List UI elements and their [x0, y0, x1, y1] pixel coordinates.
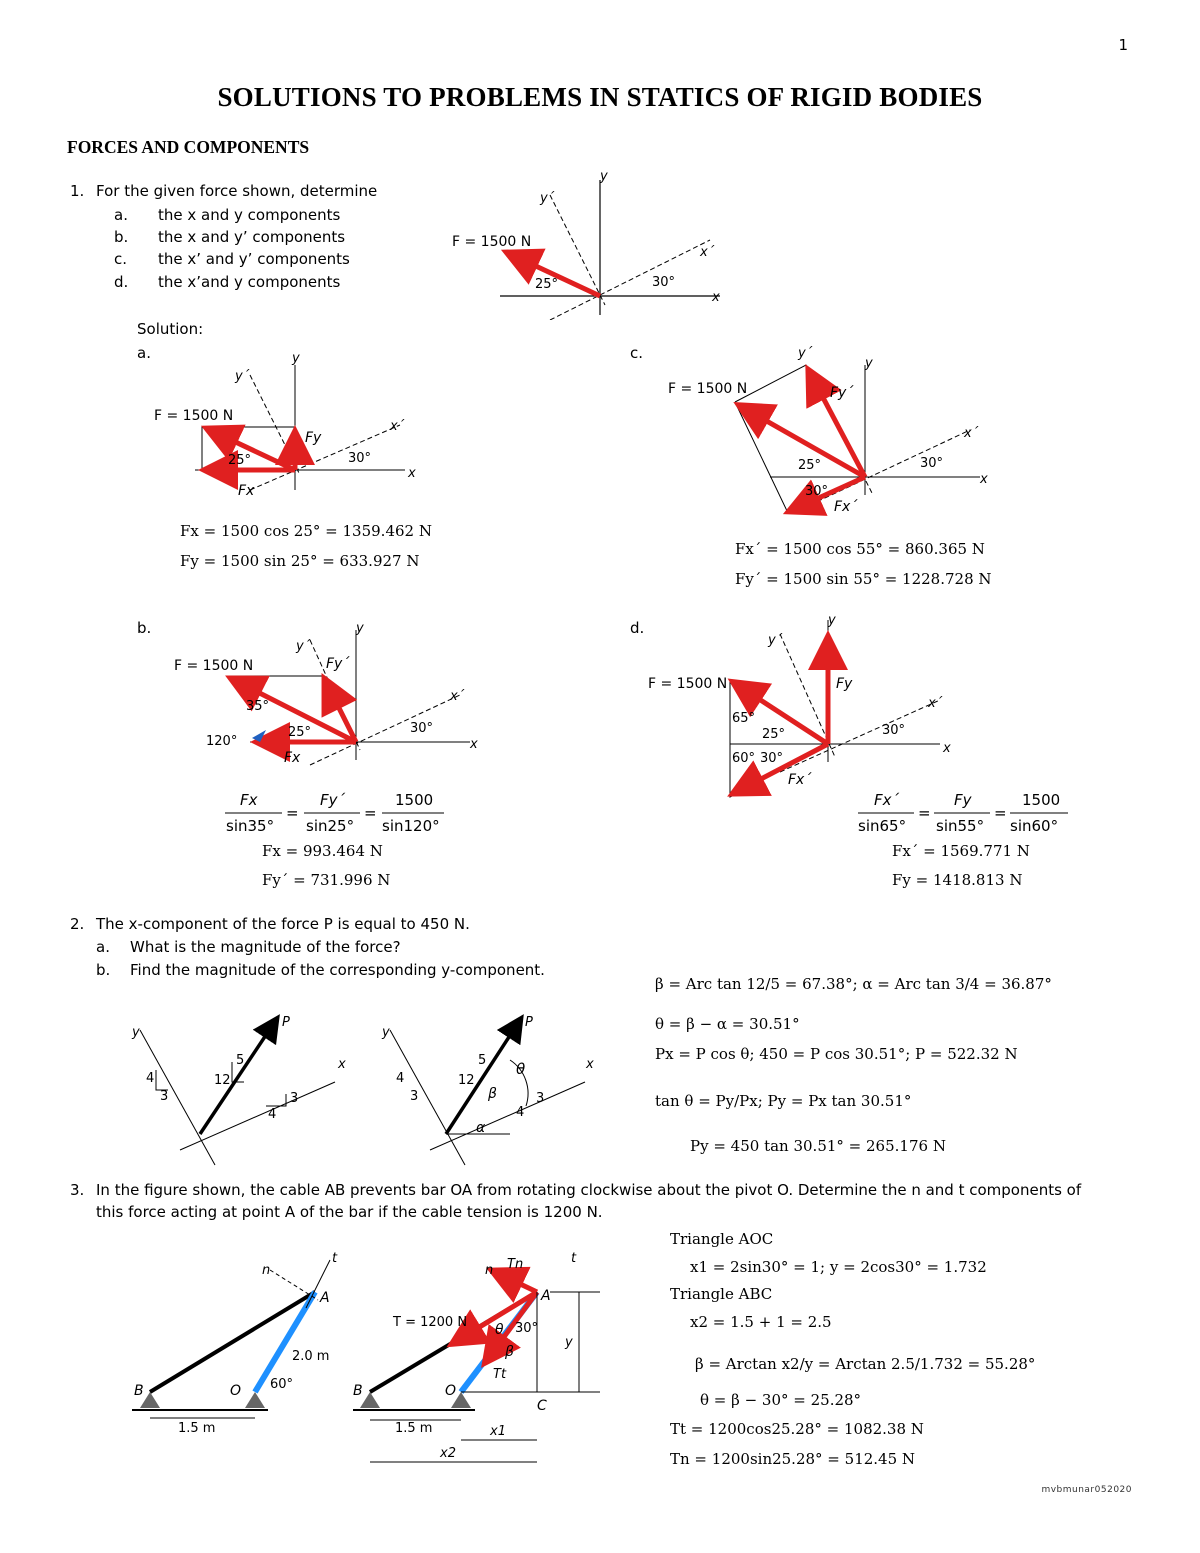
problem-3-statement-line2: this force acting at point A of the bar if the cable tension is 1200 N.: [96, 1203, 603, 1221]
problem-1-part-d: d. the x’and y components: [114, 273, 341, 291]
svg-text:1500: 1500: [395, 791, 434, 809]
svg-text:y: y: [565, 1335, 573, 1350]
svg-text:Fy´: Fy´: [320, 791, 346, 809]
svg-text:Fx´: Fx´: [788, 772, 812, 788]
svg-text:30°: 30°: [760, 751, 784, 766]
svg-text:30°: 30°: [410, 721, 434, 736]
svg-text:5: 5: [478, 1053, 487, 1068]
svg-text:y: y: [828, 613, 836, 628]
svg-text:x: x: [408, 466, 416, 481]
svg-text:2.0 m: 2.0 m: [292, 1349, 330, 1364]
svg-text:α: α: [476, 1120, 486, 1136]
svg-text:Fy´: Fy´: [326, 656, 350, 672]
svg-text:F = 1500 N: F = 1500 N: [174, 658, 254, 674]
section-heading: FORCES AND COMPONENTS: [67, 137, 310, 157]
svg-text:x: x: [980, 472, 988, 487]
part-a-eq2: Fy = 1500 sin 25° = 633.927 N: [180, 552, 420, 570]
svg-text:Fy: Fy: [305, 430, 322, 446]
triangle-aoc-label: Triangle AOC: [670, 1230, 774, 1248]
svg-text:β: β: [505, 1344, 514, 1360]
svg-text:x: x: [338, 1057, 346, 1072]
svg-text:=: =: [364, 804, 377, 822]
problem-2-figure-right: [370, 1010, 620, 1170]
part-d-eq1: Fx´ = 1569.771 N: [892, 842, 1030, 860]
svg-text:x: x: [470, 737, 478, 752]
triangle-abc-label: Triangle ABC: [670, 1285, 773, 1303]
problem-1-part-a: a. the x and y components: [114, 206, 341, 224]
problem-2-part-a: a. What is the magnitude of the force?: [96, 938, 401, 956]
problem-3-figure-right: [345, 1250, 615, 1480]
svg-text:x´: x´: [700, 245, 715, 260]
part-c-eq2: Fy´ = 1500 sin 55° = 1228.728 N: [735, 570, 992, 588]
svg-text:sin60°: sin60°: [1010, 817, 1059, 835]
svg-text:n: n: [262, 1263, 271, 1278]
svg-text:y´: y´: [540, 191, 555, 206]
svg-text:Fx´: Fx´: [874, 791, 900, 809]
problem-3-statement-line1: 3. In the figure shown, the cable AB prevents bar OA from rotating clockwise about the pivot O. Determine the n and t components of: [70, 1181, 1082, 1199]
part-b-eq2: Fy´ = 731.996 N: [262, 871, 391, 889]
svg-text:35°: 35°: [246, 699, 270, 714]
part-b-ratio: [220, 783, 460, 843]
svg-text:30°: 30°: [805, 484, 829, 499]
svg-text:x´: x´: [450, 689, 465, 704]
svg-text:30°: 30°: [882, 723, 906, 738]
problem-2-figure-left: [120, 1010, 370, 1170]
svg-text:y´: y´: [768, 633, 783, 648]
svg-text:4: 4: [516, 1105, 525, 1120]
svg-text:x2: x2: [440, 1446, 456, 1461]
svg-text:P: P: [525, 1015, 533, 1030]
svg-text:x´: x´: [964, 426, 979, 441]
svg-text:25°: 25°: [762, 727, 786, 742]
svg-text:3: 3: [536, 1091, 545, 1106]
svg-text:F = 1500 N: F = 1500 N: [648, 676, 728, 692]
svg-text:1.5 m: 1.5 m: [178, 1421, 216, 1436]
part-d-figure: [640, 612, 970, 802]
svg-text:30°: 30°: [348, 451, 372, 466]
svg-text:x: x: [943, 741, 951, 756]
svg-text:sin120°: sin120°: [382, 817, 440, 835]
svg-text:Fy´: Fy´: [830, 385, 854, 401]
svg-text:120°: 120°: [206, 734, 238, 749]
document-title: SOLUTIONS TO PROBLEMS IN STATICS OF RIGID BODIES: [217, 82, 983, 112]
svg-text:65°: 65°: [732, 711, 756, 726]
part-a-figure: [140, 350, 430, 510]
problem-3-figure-left: [120, 1250, 350, 1440]
part-c-figure: [660, 345, 1000, 525]
svg-text:25°: 25°: [288, 725, 312, 740]
svg-text:1500: 1500: [1022, 791, 1061, 809]
svg-text:12: 12: [214, 1073, 231, 1088]
svg-text:30°: 30°: [652, 275, 676, 290]
svg-text:4: 4: [396, 1071, 405, 1086]
svg-text:y: y: [865, 356, 873, 371]
force-label: F = 1500 N: [452, 234, 532, 250]
part-d-eq2: Fy = 1418.813 N: [892, 871, 1023, 889]
svg-text:60°: 60°: [732, 751, 756, 766]
svg-text:y´: y´: [296, 639, 311, 654]
svg-text:y´: y´: [235, 369, 250, 384]
svg-text:Fx: Fx: [240, 791, 258, 809]
svg-text:A: A: [320, 1290, 330, 1306]
triangle-aoc-eq: x1 = 2sin30° = 1; y = 2cos30° = 1.732: [690, 1258, 987, 1276]
svg-text:O: O: [445, 1383, 457, 1399]
problem-1-part-b: b. the x and y’ components: [114, 228, 346, 246]
svg-text:y: y: [292, 351, 300, 366]
svg-text:sin65°: sin65°: [858, 817, 907, 835]
svg-text:25°: 25°: [535, 277, 559, 292]
problem-1-part-c: c. the x’ and y’ components: [114, 250, 350, 268]
part-c-eq1: Fx´ = 1500 cos 55° = 860.365 N: [735, 540, 985, 558]
problem-3-theta-eq: θ = β − 30° = 25.28°: [700, 1391, 862, 1409]
svg-text:=: =: [286, 804, 299, 822]
svg-text:x´: x´: [928, 696, 943, 711]
svg-text:y: y: [382, 1025, 390, 1040]
svg-text:θ: θ: [495, 1322, 504, 1338]
svg-text:y: y: [356, 621, 364, 636]
svg-text:n: n: [485, 1263, 494, 1278]
svg-text:O: O: [230, 1383, 242, 1399]
problem-2-statement: 2. The x-component of the force P is equal to 450 N.: [70, 915, 470, 933]
svg-text:θ: θ: [516, 1060, 526, 1078]
svg-text:3: 3: [290, 1091, 299, 1106]
svg-text:Fx: Fx: [284, 750, 301, 766]
part-c-label: c.: [630, 344, 644, 362]
part-a-label: a.: [137, 344, 151, 362]
svg-text:4: 4: [146, 1071, 155, 1086]
problem-2-eq4: tan θ = Py/Px; Py = Px tan 30.51°: [655, 1092, 912, 1110]
problem-1-statement: 1. For the given force shown, determine: [70, 182, 378, 200]
svg-text:x´: x´: [390, 419, 405, 434]
part-d-label: d.: [630, 619, 645, 637]
problem-1-main-figure: [440, 170, 740, 320]
svg-text:β: β: [488, 1086, 497, 1102]
part-b-figure: [160, 620, 490, 770]
svg-text:F = 1500 N: F = 1500 N: [154, 408, 234, 424]
svg-text:B: B: [353, 1383, 363, 1399]
svg-text:T = 1200 N: T = 1200 N: [393, 1315, 468, 1330]
svg-text:30°: 30°: [920, 456, 944, 471]
svg-text:Tt: Tt: [493, 1367, 507, 1382]
svg-text:sin25°: sin25°: [306, 817, 355, 835]
svg-text:30°: 30°: [515, 1321, 539, 1336]
svg-text:B: B: [134, 1383, 144, 1399]
problem-2-eq2: θ = β − α = 30.51°: [655, 1015, 800, 1033]
solution-label: Solution:: [137, 320, 204, 338]
svg-text:25°: 25°: [798, 458, 822, 473]
svg-text:Fy: Fy: [954, 791, 972, 809]
svg-text:x: x: [586, 1057, 594, 1072]
problem-3-beta-eq: β = Arctan x2/y = Arctan 2.5/1.732 = 55.28°: [695, 1355, 1036, 1373]
svg-text:y: y: [132, 1025, 140, 1040]
problem-3-Tn-eq: Tn = 1200sin25.28° = 512.45 N: [670, 1450, 916, 1468]
problem-2-part-b: b. Find the magnitude of the corresponding y-component.: [96, 961, 545, 979]
svg-text:y´: y´: [798, 346, 813, 361]
part-a-eq1: Fx = 1500 cos 25° = 1359.462 N: [180, 522, 432, 540]
svg-text:Fy: Fy: [836, 676, 853, 692]
svg-text:x: x: [712, 290, 720, 305]
svg-text:12: 12: [458, 1073, 475, 1088]
svg-text:t: t: [332, 1251, 338, 1266]
svg-text:Tn: Tn: [507, 1257, 524, 1272]
svg-text:sin35°: sin35°: [226, 817, 275, 835]
problem-2-eq1: β = Arc tan 12/5 = 67.38°; α = Arc tan 3/4 = 36.87°: [655, 975, 1052, 993]
svg-text:Fx´: Fx´: [834, 499, 858, 515]
svg-text:=: =: [918, 804, 931, 822]
part-d-ratio: [850, 783, 1090, 843]
part-b-label: b.: [137, 619, 152, 637]
svg-text:t: t: [571, 1251, 577, 1266]
page-number: 1: [1118, 36, 1128, 54]
svg-text:5: 5: [236, 1053, 245, 1068]
svg-text:1.5 m: 1.5 m: [395, 1421, 433, 1436]
problem-2-eq5: Py = 450 tan 30.51° = 265.176 N: [690, 1137, 946, 1155]
svg-text:60°: 60°: [270, 1377, 294, 1392]
svg-text:x1: x1: [490, 1424, 506, 1439]
svg-text:25°: 25°: [228, 453, 252, 468]
svg-text:3: 3: [160, 1089, 169, 1104]
svg-text:sin55°: sin55°: [936, 817, 985, 835]
svg-text:F = 1500 N: F = 1500 N: [668, 381, 748, 397]
svg-text:=: =: [994, 804, 1007, 822]
svg-text:y: y: [600, 170, 608, 184]
svg-text:C: C: [537, 1398, 547, 1414]
triangle-abc-eq: x2 = 1.5 + 1 = 2.5: [690, 1313, 832, 1331]
problem-2-eq3: Px = P cos θ; 450 = P cos 30.51°; P = 522.32 N: [655, 1045, 1018, 1063]
svg-text:A: A: [541, 1288, 551, 1304]
part-b-eq1: Fx = 993.464 N: [262, 842, 383, 860]
svg-text:4: 4: [268, 1107, 277, 1122]
footer-code: mvbmunar052020: [1041, 1485, 1132, 1495]
problem-3-Tt-eq: Tt = 1200cos25.28° = 1082.38 N: [670, 1420, 924, 1438]
svg-text:3: 3: [410, 1089, 419, 1104]
svg-text:Fx: Fx: [238, 483, 255, 499]
svg-text:P: P: [282, 1015, 290, 1030]
